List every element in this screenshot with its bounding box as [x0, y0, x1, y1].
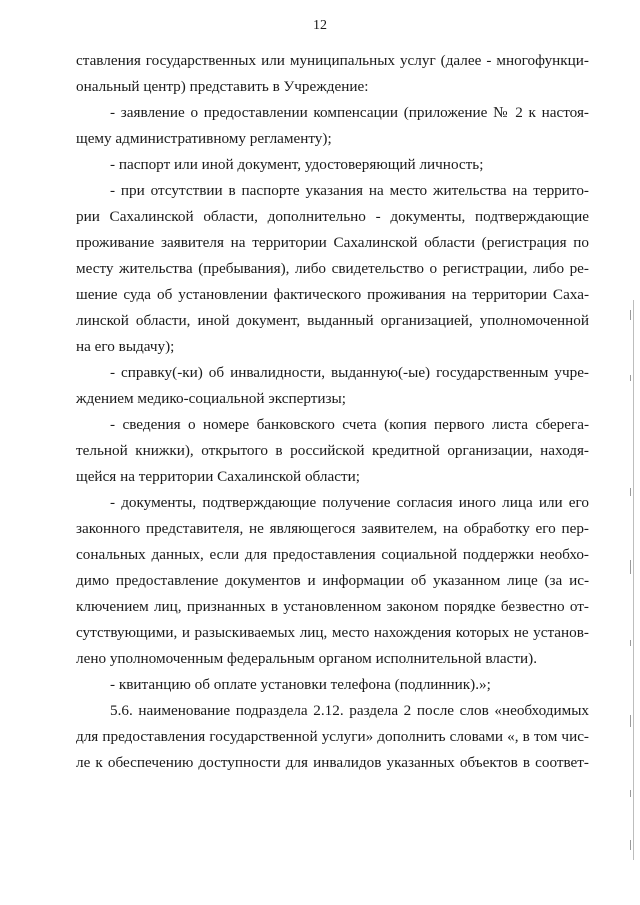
text-line: - при отсутствии в паспорте указания на место жительства на террито- — [110, 182, 589, 199]
text-line: тельной книжки), открытого в российской кредитной организации, находя- — [76, 442, 589, 459]
text-line: димо предоставление документов и информации об указанном лице (за ис- — [76, 572, 589, 589]
text-line: - документы, подтверждающие получение согласия иного лица или его — [110, 494, 589, 511]
text-line: - заявление о предоставлении компенсации (приложение № 2 к настоя- — [110, 104, 589, 121]
text-line: ле к обеспечению доступности для инвалидов указанных объектов в соответ- — [76, 754, 589, 771]
text-line: лено уполномоченным федеральным органом исполнительной власти). — [76, 650, 537, 667]
text-line: сутствующими, и разыскиваемых лиц, место нахождения которых не установ- — [76, 624, 589, 641]
scan-mark — [630, 790, 631, 797]
text-line: законного представителя, не являющегося заявителем, на обработку его пер- — [76, 520, 589, 537]
text-line: щему административному регламенту); — [76, 130, 332, 147]
text-line: - сведения о номере банковского счета (копия первого листа сберега- — [110, 416, 589, 433]
text-line: ждением медико-социальной экспертизы; — [76, 390, 346, 407]
text-line: щейся на территории Сахалинской области; — [76, 468, 360, 485]
text-line: ональный центр) представить в Учреждение: — [76, 78, 369, 95]
scan-mark — [630, 560, 631, 574]
scan-mark — [630, 840, 631, 850]
text-line: проживание заявителя на территории Сахалинской области (регистрация по — [76, 234, 589, 251]
text-line: сональных данных, если для предоставления социальной поддержки необхо- — [76, 546, 589, 563]
scan-mark — [630, 715, 631, 727]
text-line: 5.6. наименование подраздела 2.12. раздела 2 после слов «необходимых — [110, 702, 589, 719]
text-line: линской области, иной документ, выданный организацией, уполномоченной — [76, 312, 589, 329]
text-line: - справку(-ки) об инвалидности, выданную(-ые) государственным учре- — [110, 364, 589, 381]
text-line: шение суда об установлении фактического проживания на территории Саха- — [76, 286, 589, 303]
text-line: для предоставления государственной услуги» дополнить словами «, в том чис- — [76, 728, 589, 745]
text-line: ключением лиц, признанных в установленном законом порядке безвестно от- — [76, 598, 589, 615]
scan-mark — [630, 310, 631, 320]
text-line: ставления государственных или муниципальных услуг (далее - многофункци- — [76, 52, 589, 69]
page-number: 12 — [313, 18, 327, 33]
text-line: - паспорт или иной документ, удостоверяющий личность; — [110, 156, 484, 173]
scan-edge-line — [633, 300, 634, 860]
scan-mark — [630, 640, 631, 646]
scan-mark — [630, 375, 631, 381]
text-line: месту жительства (пребывания), либо свидетельство о регистрации, либо ре- — [76, 260, 589, 277]
text-line: - квитанцию об оплате установки телефона (подлинник).»; — [110, 676, 491, 693]
text-line: рии Сахалинской области, дополнительно - документы, подтверждающие — [76, 208, 589, 225]
text-line: на его выдачу); — [76, 338, 175, 355]
scan-mark — [630, 488, 631, 496]
